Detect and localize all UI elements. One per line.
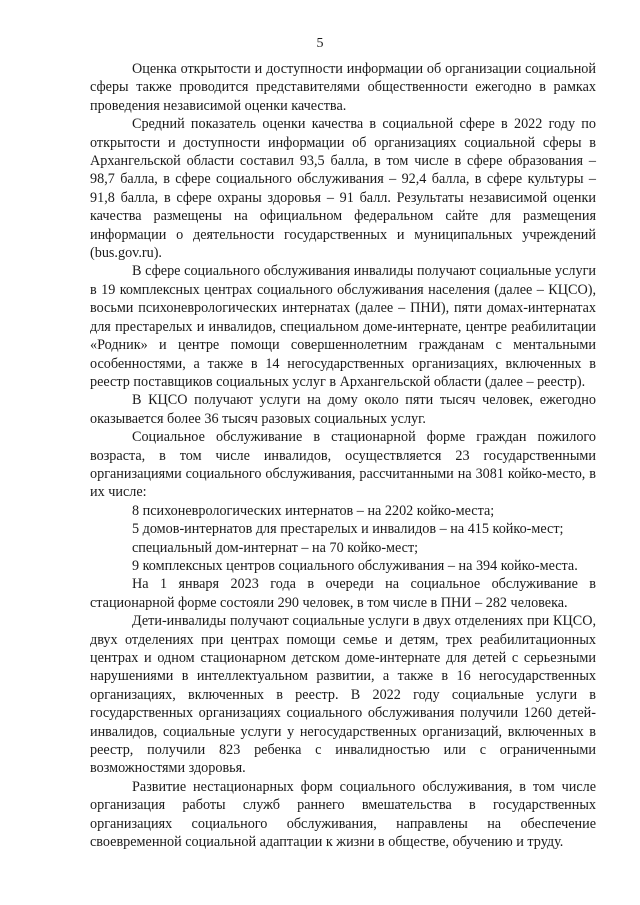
list-item-special-home: специальный дом-интернат – на 70 койко-мест; (132, 539, 419, 556)
paragraph-home-services: В КЦСО получают услуги на дому около пяти тысяч человек, ежегодно оказывается более 36 тысяч разовых социальных услуг. (90, 392, 596, 427)
paragraph-info-openness: Оценка открытости и доступности информации об организации социальной сферы также проводится представителями общественности ежегодно в рамках проведения независимой оценки качества. (90, 61, 596, 114)
list-item-psychoneuro: 8 психоневрологических интернатов – на 2202 койко-места; (132, 502, 495, 519)
list-item-complex-centers: 9 комплексных центров социального обслуживания – на 394 койко-места. (132, 557, 578, 574)
paragraph-queue: На 1 января 2023 года в очереди на социальное обслуживание в стационарной форме состояли 290 человек, в том числе в ПНИ – 282 человека. (90, 576, 596, 611)
paragraph-children: Дети-инвалиды получают социальные услуги в двух отделениях при КЦСО, двух отделениях при центрах помощи семье и детям, трех реабилитационных центрах и одном стационарном детском доме-интернате для детей с серьезными нарушениями в интеллектуальном развитии, а также в 16 негосударственных организациях, включенных в реестр. В 2022 году социальные услуги в государственных организациях социального обслуживания получили 1260 детей-инвалидов, социальные услуги у негосударственных организаций, включенных в реестр, получили 823 ребенка с инвалидностью или с ограниченными возможностями здоровья. (90, 613, 596, 777)
paragraph-disabled-services: В сфере социального обслуживания инвалиды получают социальные услуги в 19 комплексных центрах социального обслуживания населения (далее – КЦСО), восьми психоневрологических интернатах (далее – ПНИ), пяти домах-интернатах для престарелых и инвалидов, специальном доме-интернате, центре реабилитации «Родник» и центре помощи совершеннолетним гражданам с ментальными особенностями, а также в 14 негосударственных организациях, включенных в реестр поставщиков социальных услуг в Архангельской области (далее – реестр). (90, 263, 596, 390)
paragraph-quality-score: Средний показатель оценки качества в социальной сфере в 2022 году по открытости и доступности информации об организациях социальной сферы в Архангельской области составил 93,5 балла, в том числе в сфере образования – 98,7 балла, в сфере социального обслуживания – 92,4 балла, в сфере культуры – 91,8 балла, в сфере охраны здоровья – 91 балл. Результаты независимой оценки качества размещены на официальном федеральном сайте для размещения информации о деятельности государственных и муниципальных учреждений (bus.gov.ru). (90, 116, 596, 262)
list-item-elderly-homes: 5 домов-интернатов для престарелых и инвалидов – на 415 койко-мест; (132, 521, 564, 538)
paragraph-development: Развитие нестационарных форм социального обслуживания, в том числе организация работы служб раннего вмешательства в государственных организациях социального обслуживания, направлены на обеспечение своевременной социальной адаптации к жизни в обществе, обучению и труду. (90, 778, 596, 851)
page-number: 5 (316, 36, 324, 51)
paragraph-stationary-service: Социальное обслуживание в стационарной форме граждан пожилого возраста, в том числе инвалидов, осуществляется 23 государственными организациями социального обслуживания, рассчитанными на 3081 койко-место, в их числе: (90, 429, 596, 501)
document-body (90, 60, 596, 851)
